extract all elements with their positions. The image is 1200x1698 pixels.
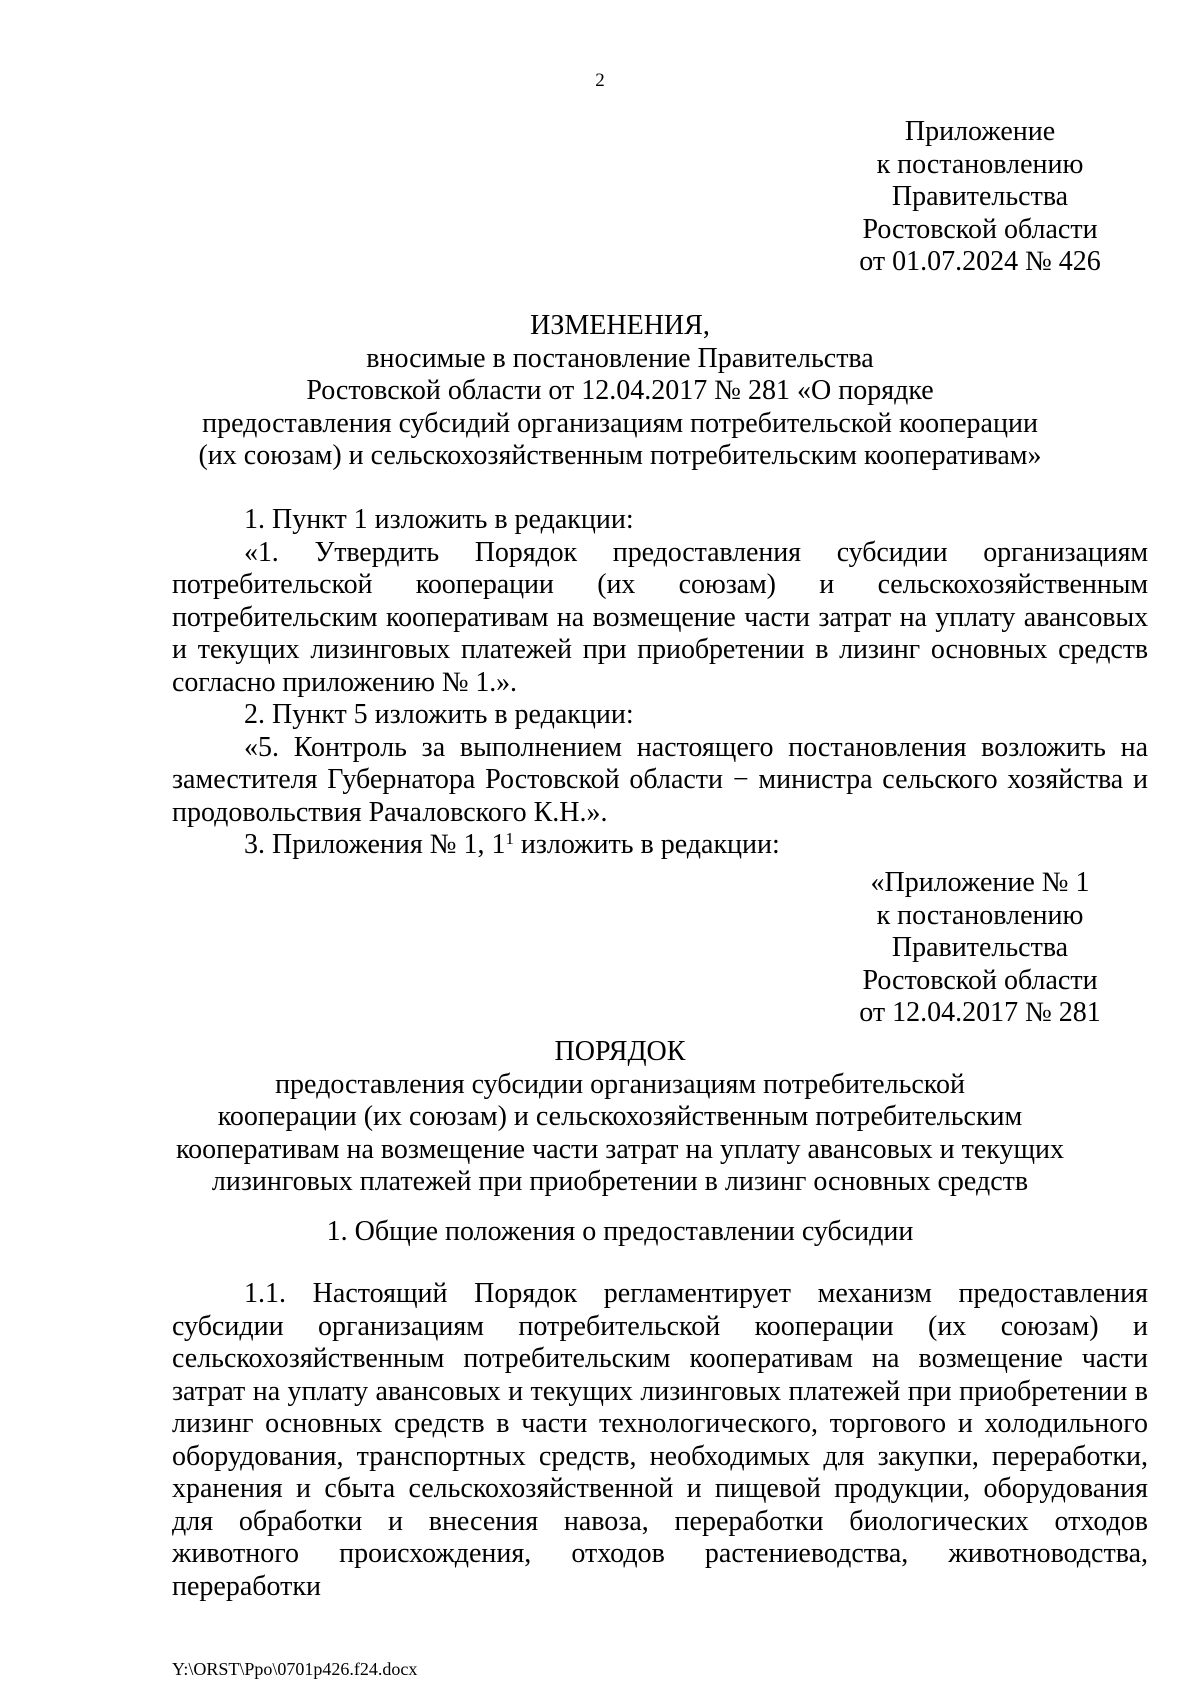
appendix-line: к постановлению <box>876 899 1084 931</box>
changes-title-line: (их союзам) и сельскохозяйственным потребительским кооперативам» <box>198 440 1042 471</box>
footer-file-path: Y:\ORST\Ppo\0701p426.f24.docx <box>172 1659 418 1679</box>
amendment-2: 2. Пункт 5 изложить в редакции: <box>244 699 634 730</box>
appendix-line: Ростовской области <box>862 213 1098 245</box>
section-heading: 1. Общие положения о предоставлении субсидии <box>326 1216 914 1247</box>
order-title-line: кооперативам на возмещение части затрат на уплату авансовых и текущих <box>175 1133 1065 1165</box>
changes-title-line: Ростовской области от 12.04.2017 № 281 «О порядке <box>306 375 934 406</box>
order-title-line: кооперации (их союзам) и сельскохозяйственным потребительским <box>217 1101 1023 1132</box>
inner-appendix <box>820 867 1140 1030</box>
amendment-3-start: 3. Приложения № 1, 1 <box>244 829 506 860</box>
appendix-line: от 01.07.2024 № 426 <box>859 246 1101 277</box>
changes-title-line: вносимые в постановление Правительства <box>366 342 874 374</box>
amendment-3 <box>172 829 1148 862</box>
superscript: 1 <box>505 828 514 848</box>
amendments-body <box>172 504 1148 862</box>
amendment-1: 1. Пункт 1 изложить в редакции: <box>244 504 634 535</box>
amendment-3-end: изложить в редакции: <box>513 829 780 860</box>
amendment-2-text: «5. Контроль за выполнением настоящего постановления возложить на заместителя Губернатора Ростовской области − министра сельского хозяйства и продовольствия Рачаловского К.Н.». <box>172 731 1148 828</box>
amendment-1-text: «1. Утвердить Порядок предоставления субсидии организациям потребительской кооперации (их союзам) и сельскохозяйственным потребительским кооперативам на возмещение части затрат на уплату авансовых и текущих лизинговых платежей при приобретении в лизинг основных средств согласно приложению № 1.». <box>172 536 1148 698</box>
order-heading: ПОРЯДОК <box>554 1036 686 1067</box>
appendix-line: к постановлению <box>876 148 1084 180</box>
appendix-line: «Приложение № 1 <box>870 867 1090 898</box>
changes-title-block <box>120 310 1120 473</box>
changes-heading: ИЗМЕНЕНИЯ, <box>530 310 710 341</box>
section-1-body <box>172 1278 1148 1603</box>
section-1-paragraph: 1.1. Настоящий Порядок регламентирует механизм предоставления субсидии организациям потребительской кооперации (их союзам) и сельскохозяйственным потребительским кооперативам на возмещение части затрат на уплату авансовых и текущих лизинговых платежей при приобретении в лизинг основных средств в части технологического, торгового и холодильного оборудования, транспортных средств, необходимых для закупки, переработки, хранения и сбыта сельскохозяйственной и пищевой продукции, оборудования для обработки и внесения навоза, переработки биологических отходов животного происхождения, отходов растениеводства, животноводства, переработки <box>172 1278 1148 1602</box>
order-title-line: предоставления субсидии организациям потребительской <box>275 1068 965 1100</box>
changes-title-line: предоставления субсидий организациям потребительской кооперации <box>202 407 1038 439</box>
appendix-line: от 12.04.2017 № 281 <box>859 997 1101 1028</box>
order-title-line: лизинговых платежей при приобретении в лизинг основных средств <box>211 1166 1029 1197</box>
appendix-line: Правительства <box>891 181 1069 212</box>
appendix-line: Ростовской области <box>862 964 1098 996</box>
order-title-block <box>120 1036 1120 1199</box>
header-appendix <box>820 116 1140 279</box>
appendix-line: Приложение <box>904 116 1056 147</box>
page-number: 2 <box>595 70 605 91</box>
appendix-line: Правительства <box>891 932 1069 963</box>
